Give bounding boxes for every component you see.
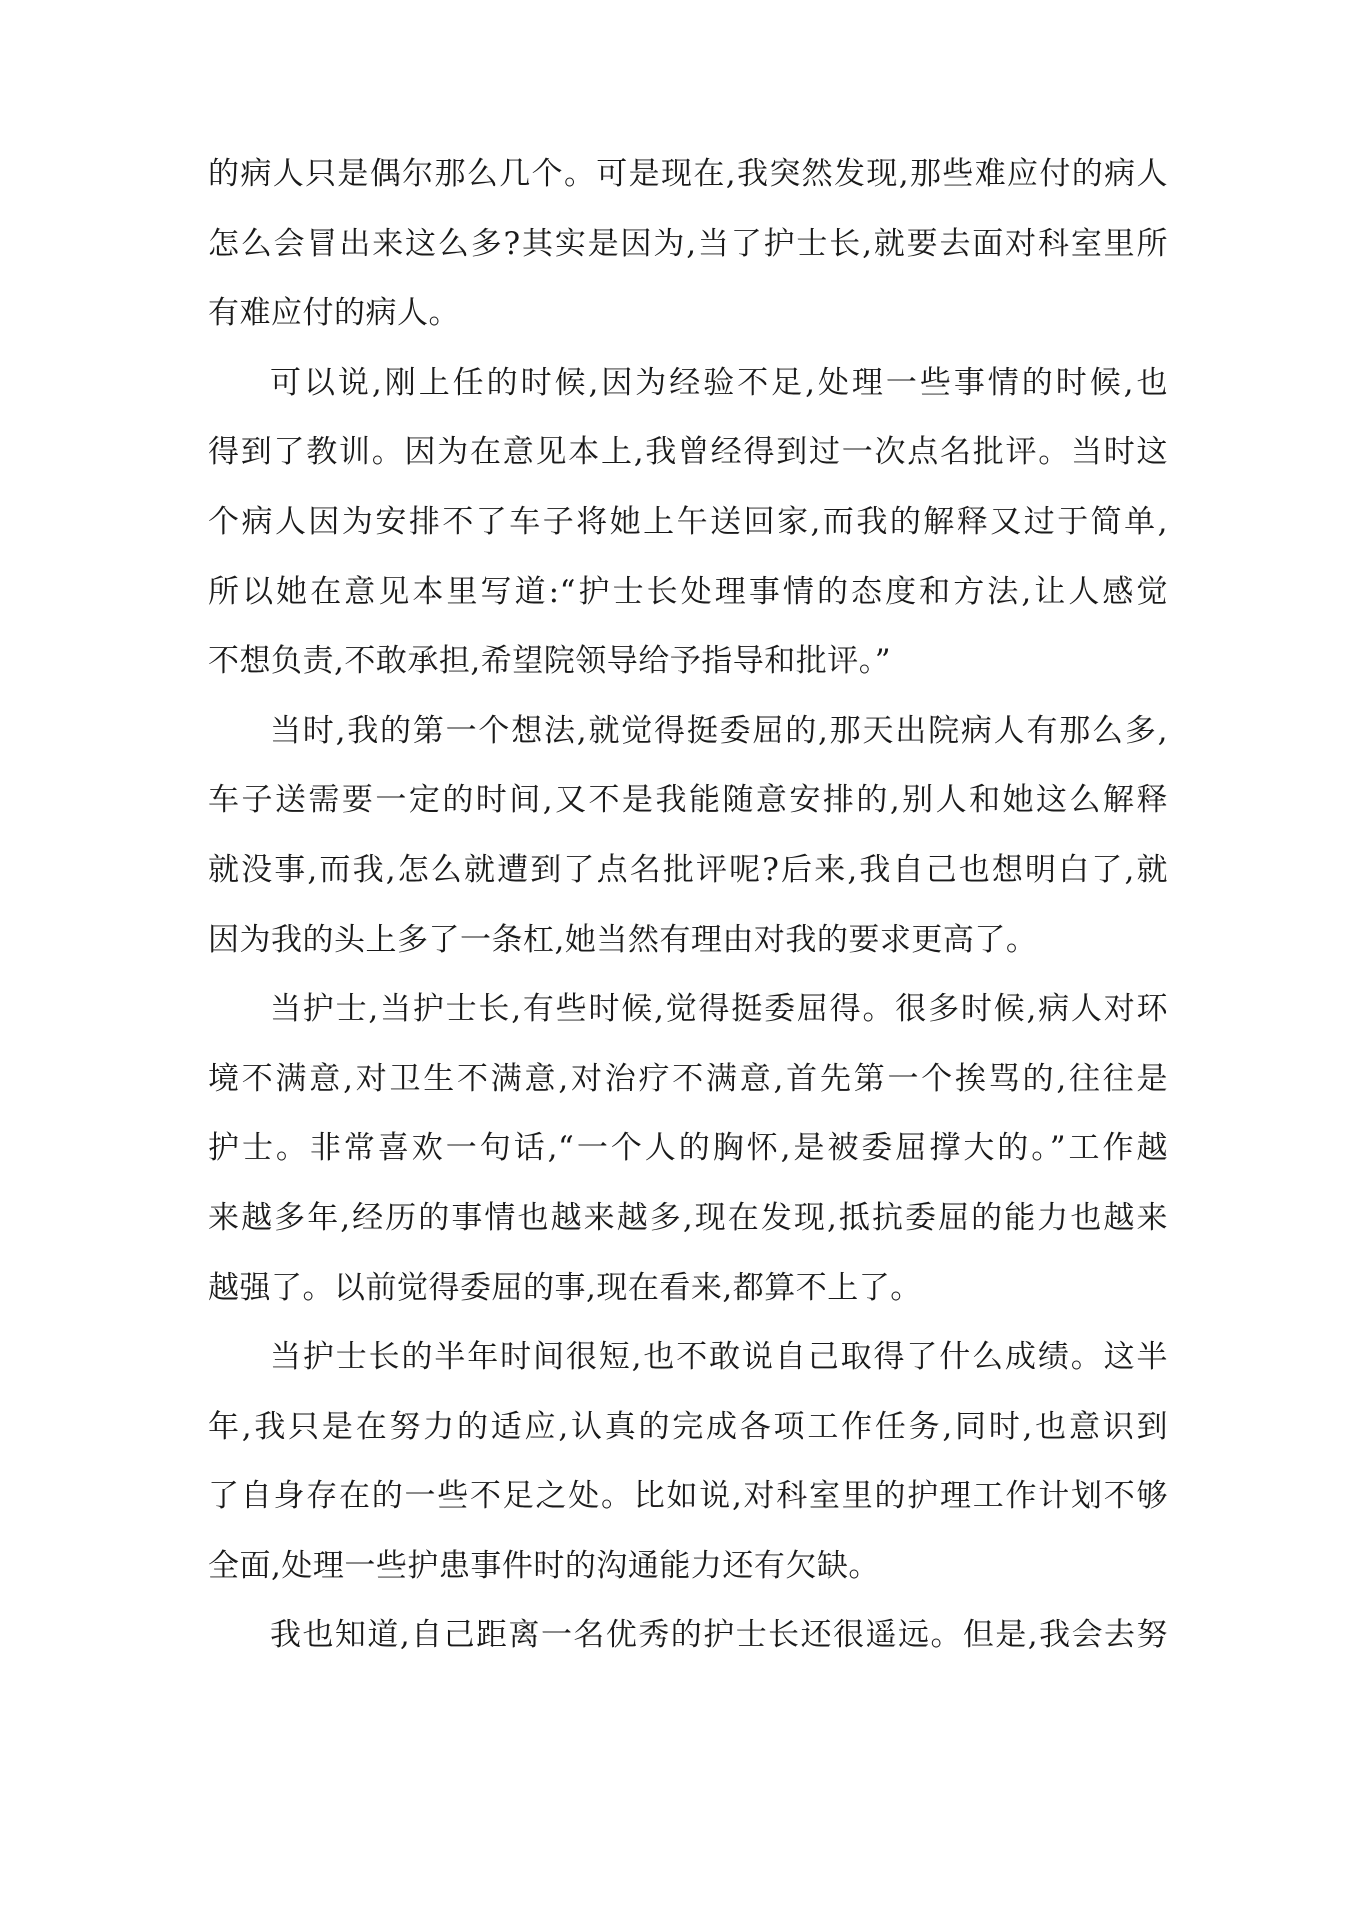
text-line: 所以她在意见本里写道:“护士长处理事情的态度和方法,让人感觉 xyxy=(208,573,1168,610)
text-line: 得到了教训。因为在意见本上,我曾经得到过一次点名批评。当时这 xyxy=(208,434,1168,471)
text-line: 年,我只是在努力的适应,认真的完成各项工作任务,同时,也意识到 xyxy=(208,1408,1168,1445)
text-line: 就没事,而我,怎么就遭到了点名批评呢?后来,我自己也想明白了,就 xyxy=(208,851,1168,888)
text-line: 可以说,刚上任的时候,因为经验不足,处理一些事情的时候,也 xyxy=(270,364,1168,401)
text-line: 不想负责,不敢承担,希望院领导给予指导和批评。” xyxy=(208,643,892,680)
text-line: 怎么会冒出来这么多?其实是因为,当了护士长,就要去面对科室里所 xyxy=(208,225,1168,262)
text-line: 境不满意,对卫生不满意,对治疗不满意,首先第一个挨骂的,往往是 xyxy=(208,1060,1168,1097)
text-line: 因为我的头上多了一条杠,她当然有理由对我的要求更高了。 xyxy=(208,921,1038,958)
text-line: 了自身存在的一些不足之处。比如说,对科室里的护理工作计划不够 xyxy=(208,1478,1168,1515)
document-body xyxy=(208,140,1168,1671)
text-line: 车子送需要一定的时间,又不是我能随意安排的,别人和她这么解释 xyxy=(208,782,1168,819)
text-line: 当护士长的半年时间很短,也不敢说自己取得了什么成绩。这半 xyxy=(270,1339,1168,1376)
text-line: 当时,我的第一个想法,就觉得挺委屈的,那天出院病人有那么多, xyxy=(270,712,1168,749)
text-line: 来越多年,经历的事情也越来越多,现在发现,抵抗委屈的能力也越来 xyxy=(208,1199,1168,1236)
text-line: 护士。非常喜欢一句话,“一个人的胸怀,是被委屈撑大的。”工作越 xyxy=(208,1130,1168,1167)
text-line: 个病人因为安排不了车子将她上午送回家,而我的解释又过于简单, xyxy=(208,503,1168,540)
text-line: 当护士,当护士长,有些时候,觉得挺委屈得。很多时候,病人对环 xyxy=(270,991,1168,1028)
text-line: 全面,处理一些护患事件时的沟通能力还有欠缺。 xyxy=(208,1547,880,1584)
text-line: 越强了。以前觉得委屈的事,现在看来,都算不上了。 xyxy=(208,1269,922,1306)
text-line: 我也知道,自己距离一名优秀的护士长还很遥远。但是,我会去努 xyxy=(270,1617,1168,1654)
text-line: 的病人只是偶尔那么几个。可是现在,我突然发现,那些难应付的病人 xyxy=(208,156,1168,192)
text-line: 有难应付的病人。 xyxy=(208,295,460,332)
